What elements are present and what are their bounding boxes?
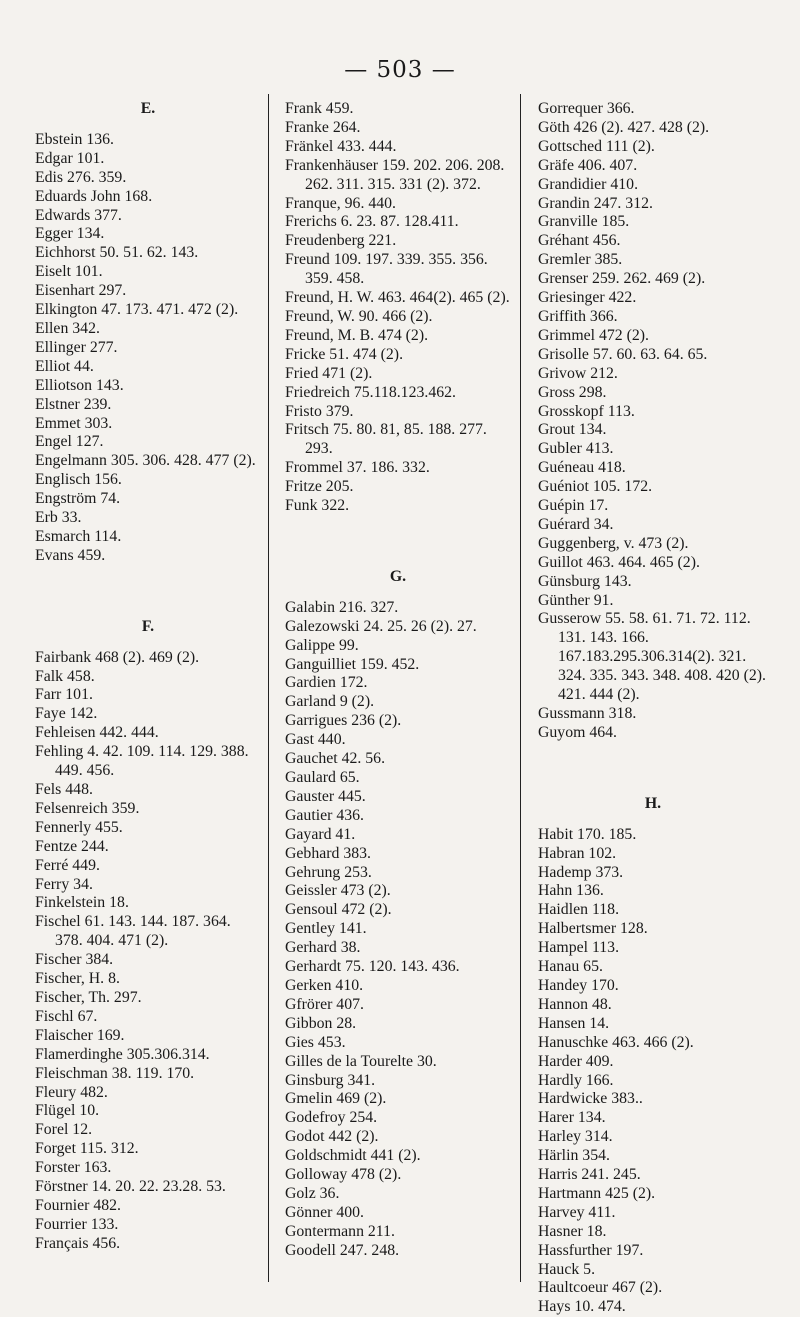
- index-entry: Faye 142.: [35, 705, 98, 723]
- index-entry: Gilles de la Tourelte 30.: [285, 1052, 437, 1070]
- index-entry: Galezowski 24. 25. 26 (2). 27.: [285, 617, 477, 635]
- index-entry: Guérard 34.: [538, 515, 614, 533]
- index-entry: Egger 134.: [35, 225, 105, 243]
- index-entry: Granville 185.: [538, 213, 630, 231]
- page-number: — 503 —: [344, 57, 456, 83]
- heading-spacer: [35, 119, 261, 131]
- index-entry: Guillot 463. 464. 465 (2).: [538, 553, 700, 571]
- index-entry: Hays 10. 474.: [538, 1298, 626, 1316]
- index-entry: Gerken 410.: [285, 976, 364, 994]
- index-entry: Fleischman 38. 119. 170.: [35, 1064, 195, 1082]
- index-entry: Gubler 413.: [538, 440, 614, 458]
- index-entry: Erb 33.: [35, 509, 82, 527]
- index-entry: Gautier 436.: [285, 806, 364, 824]
- index-entry: Eisenhart 297.: [35, 282, 127, 300]
- index-entry: Guggenberg, v. 473 (2).: [538, 534, 689, 552]
- index-entry: Galabin 216. 327.: [285, 598, 399, 616]
- index-entry: Fourrier 133.: [35, 1215, 119, 1233]
- index-entry: Flamerdinghe 305.306.314.: [35, 1045, 210, 1063]
- index-entry: Finkelstein 18.: [35, 894, 129, 912]
- index-entry: Fels 448.: [35, 781, 93, 798]
- index-entry: Gönner 400.: [285, 1203, 364, 1221]
- index-entry: Günther 91.: [538, 591, 614, 609]
- index-entry: Gmelin 469 (2).: [285, 1090, 387, 1108]
- index-column-2: [285, 100, 511, 1261]
- column-divider: [268, 94, 269, 1282]
- index-entry: Haidlen 118.: [538, 901, 620, 919]
- section-letter-heading: F.: [141, 617, 155, 635]
- index-entry: Handey 170.: [538, 976, 619, 994]
- index-entry: Edgar 101.: [35, 149, 105, 167]
- index-entry: Gussmann 318.: [538, 705, 637, 722]
- index-entry: Forel 12.: [35, 1121, 93, 1139]
- index-entry: Fritze 205.: [285, 478, 354, 496]
- index-entry: Ginsburg 341.: [285, 1071, 376, 1089]
- section-letter-heading: E.: [140, 100, 156, 117]
- index-entry: Habran 102.: [538, 844, 617, 862]
- index-entry: Fleury 482.: [35, 1083, 108, 1101]
- index-entry: Hartmann 425 (2).: [538, 1184, 656, 1202]
- index-entry: Fischer 384.: [35, 951, 114, 969]
- index-entry: Grout 134.: [538, 421, 607, 439]
- section-spacer: [35, 566, 261, 618]
- index-entry: Hasner 18.: [538, 1222, 607, 1240]
- index-entry: Evans 459.: [35, 546, 106, 564]
- index-entry: Fairbank 468 (2). 469 (2).: [35, 648, 200, 666]
- index-entry: Gontermann 211.: [285, 1222, 395, 1240]
- index-entry: Edis 276. 359.: [35, 168, 127, 186]
- heading-spacer: [285, 587, 511, 599]
- index-entry: Golloway 478 (2).: [285, 1166, 402, 1184]
- index-entry: Emmet 303.: [35, 414, 113, 432]
- index-entry: Gerhardt 75. 120. 143. 436.: [285, 958, 460, 976]
- index-entry: Gardien 172.: [285, 674, 368, 692]
- index-entry: Gerhard 38.: [285, 939, 361, 957]
- index-entry: Ellen 342.: [35, 319, 100, 337]
- index-entry: Fischel 61. 143. 144. 187. 364. 378. 404. 471 (2).: [35, 913, 231, 950]
- index-entry: Franque, 96. 440.: [285, 194, 397, 212]
- index-entry: Fried 471 (2).: [285, 364, 373, 382]
- index-entry: Godefroy 254.: [285, 1109, 378, 1127]
- index-entry: Härlin 354.: [538, 1147, 610, 1165]
- index-entry: Gensoul 472 (2).: [285, 901, 392, 919]
- index-entry: Gauster 445.: [285, 787, 366, 805]
- index-entry: Frommel 37. 186. 332.: [285, 459, 430, 477]
- index-entry: Grenser 259. 262. 469 (2).: [538, 270, 706, 288]
- index-entry: Hademp 373.: [538, 863, 624, 881]
- index-entry: Hannon 48.: [538, 995, 612, 1013]
- index-entry: Gottsched 111 (2).: [538, 137, 655, 155]
- index-entry: Frankenhäuser 159. 202. 206. 208. 262. 311. 315. 331 (2). 372.: [285, 156, 505, 193]
- index-entry: Gayard 41.: [285, 825, 356, 843]
- index-entry: Harvey 411.: [538, 1203, 616, 1221]
- index-entry: Harder 409.: [538, 1052, 614, 1070]
- column-divider: [520, 94, 521, 1282]
- index-entry: Fehleisen 442. 444.: [35, 724, 159, 742]
- index-column-3: [538, 100, 768, 1317]
- index-entry: Grisolle 57. 60. 63. 64. 65.: [538, 345, 708, 363]
- index-entry: Hanau 65.: [538, 958, 603, 976]
- index-entry: Forster 163.: [35, 1159, 112, 1177]
- index-entry: Gräfe 406. 407.: [538, 156, 638, 174]
- index-entry: Engström 74.: [35, 490, 121, 508]
- index-entry: Frerichs 6. 23. 87. 128.411.: [285, 213, 459, 231]
- index-entry: Funk 322.: [285, 497, 350, 515]
- index-entry: Freund 109. 197. 339. 355. 356. 359. 458.: [285, 251, 488, 288]
- index-entry: Golz 36.: [285, 1184, 340, 1202]
- index-entry: Gehrung 253.: [285, 863, 372, 881]
- index-entry: Garrigues 236 (2).: [285, 712, 402, 730]
- index-entry: Grimmel 472 (2).: [538, 326, 649, 344]
- index-entry: Grandidier 410.: [538, 175, 639, 193]
- index-entry: Frank 459.: [285, 100, 354, 117]
- index-entry: Ebstein 136.: [35, 130, 114, 148]
- index-entry: Gast 440.: [285, 731, 346, 749]
- index-entry: Gentley 141.: [285, 920, 367, 938]
- index-entry: Hansen 14.: [538, 1014, 610, 1032]
- index-entry: Goldschmidt 441 (2).: [285, 1147, 421, 1165]
- index-entry: Englisch 156.: [35, 471, 122, 489]
- index-entry: Engelmann 305. 306. 428. 477 (2).: [35, 452, 256, 470]
- index-entry: Halbertsmer 128.: [538, 920, 648, 938]
- index-entry: Fristo 379.: [285, 402, 354, 420]
- index-entry: Fritsch 75. 80. 81, 85. 188. 277. 293.: [285, 421, 487, 458]
- index-entry: Gibbon 28.: [285, 1014, 357, 1032]
- index-entry: Hampel 113.: [538, 939, 620, 957]
- index-entry: Eiselt 101.: [35, 263, 103, 281]
- section-letter-heading: H.: [644, 794, 662, 812]
- index-entry: Fischer, H. 8.: [35, 970, 120, 988]
- index-entry: Gebhard 383.: [285, 844, 371, 862]
- index-entry: Galippe 99.: [285, 636, 359, 654]
- index-entry: Guépin 17.: [538, 497, 609, 515]
- index-entry: Freund, W. 90. 466 (2).: [285, 307, 433, 325]
- index-entry: Göth 426 (2). 427. 428 (2).: [538, 118, 710, 136]
- index-entry: Edwards 377.: [35, 206, 122, 224]
- index-entry: Fennerly 455.: [35, 818, 123, 836]
- index-entry: Grandin 247. 312.: [538, 194, 653, 212]
- index-entry: Garland 9 (2).: [285, 693, 375, 711]
- index-entry: Franke 264.: [285, 118, 361, 136]
- index-entry: Fentze 244.: [35, 837, 109, 855]
- index-entry: Günsburg 143.: [538, 572, 632, 590]
- index-entry: Hassfurther 197.: [538, 1241, 644, 1259]
- index-entry: Gremler 385.: [538, 251, 623, 269]
- index-entry: Esmarch 114.: [35, 527, 122, 545]
- index-entry: Engel 127.: [35, 433, 104, 451]
- index-entry: Gross 298.: [538, 383, 607, 401]
- index-entry: Freund, M. B. 474 (2).: [285, 326, 429, 344]
- index-entry: Grosskopf 113.: [538, 402, 635, 420]
- index-entry: Français 456.: [35, 1234, 121, 1252]
- index-entry: Godot 442 (2).: [285, 1128, 379, 1146]
- index-entry: Habit 170. 185.: [538, 825, 637, 843]
- section-spacer: [538, 743, 768, 795]
- index-entry: Hahn 136.: [538, 882, 604, 900]
- index-entry: Flügel 10.: [35, 1102, 100, 1120]
- index-entry: Elliotson 143.: [35, 376, 124, 394]
- index-entry: Freund, H. W. 463. 464(2). 465 (2).: [285, 289, 510, 307]
- index-entry: Fehling 4. 42. 109. 114. 129. 388. 449. 456.: [35, 743, 249, 780]
- index-entry: Friedreich 75.118.123.462.: [285, 383, 456, 401]
- index-entry: Gauchet 42. 56.: [285, 750, 386, 768]
- index-entry: Elstner 239.: [35, 395, 112, 413]
- index-entry: Fischl 67.: [35, 1007, 98, 1025]
- index-entry: Freudenberg 221.: [285, 232, 397, 250]
- index-entry: Grivow 212.: [538, 364, 618, 382]
- index-entry: Goodell 247. 248.: [285, 1241, 400, 1259]
- index-entry: Harris 241. 245.: [538, 1166, 641, 1184]
- index-entry: Guéneau 418.: [538, 459, 626, 477]
- heading-spacer: [538, 814, 768, 826]
- index-entry: Ferry 34.: [35, 875, 93, 893]
- index-entry: Farr 101.: [35, 686, 93, 704]
- index-column-1: [35, 100, 261, 1254]
- index-entry: Ferré 449.: [35, 856, 100, 874]
- heading-spacer: [35, 637, 261, 649]
- section-spacer: [285, 516, 511, 568]
- index-entry: Forget 115. 312.: [35, 1140, 139, 1158]
- index-entry: Gaulard 65.: [285, 769, 360, 786]
- index-entry: Falk 458.: [35, 667, 95, 685]
- index-entry: Gies 453.: [285, 1033, 346, 1051]
- index-entry: Elkington 47. 173. 471. 472 (2).: [35, 301, 239, 319]
- index-entry: Ellinger 277.: [35, 338, 118, 356]
- index-entry: Guéniot 105. 172.: [538, 478, 653, 496]
- index-entry: Gorrequer 366.: [538, 100, 635, 117]
- index-entry: Ganguilliet 159. 452.: [285, 655, 420, 673]
- index-entry: Geissler 473 (2).: [285, 882, 391, 900]
- index-entry: Gfrörer 407.: [285, 995, 364, 1013]
- index-entry: Fricke 51. 474 (2).: [285, 345, 404, 363]
- index-entry: Fränkel 433. 444.: [285, 137, 397, 155]
- index-entry: Hanuschke 463. 466 (2).: [538, 1033, 694, 1051]
- index-entry: Förstner 14. 20. 22. 23.28. 53.: [35, 1178, 226, 1196]
- index-entry: Fischer, Th. 297.: [35, 988, 142, 1006]
- index-entry: Gusserow 55. 58. 61. 71. 72. 112. 131. 143. 166. 167.183.295.306.314(2). 321. 324. 335. 343. 348. 408. 420 (2). 421. 444 (2).: [538, 610, 766, 704]
- index-entry: Gréhant 456.: [538, 232, 621, 250]
- index-entry: Eichhorst 50. 51. 62. 143.: [35, 244, 199, 262]
- index-entry: Griffith 366.: [538, 307, 618, 325]
- index-entry: Guyom 464.: [538, 723, 617, 741]
- section-letter-heading: G.: [389, 567, 407, 585]
- index-entry: Fournier 482.: [35, 1196, 121, 1214]
- index-entry: Hauck 5.: [538, 1260, 596, 1278]
- index-entry: Harley 314.: [538, 1128, 613, 1146]
- index-entry: Hardwicke 383..: [538, 1090, 643, 1108]
- index-entry: Hardly 166.: [538, 1071, 614, 1089]
- index-entry: Eduards John 168.: [35, 187, 153, 205]
- index-entry: Haultcoeur 467 (2).: [538, 1279, 663, 1297]
- index-entry: Felsenreich 359.: [35, 799, 140, 817]
- index-entry: Flaischer 169.: [35, 1026, 125, 1044]
- index-entry: Griesinger 422.: [538, 289, 637, 307]
- index-entry: Elliot 44.: [35, 357, 94, 375]
- index-entry: Harer 134.: [538, 1109, 606, 1127]
